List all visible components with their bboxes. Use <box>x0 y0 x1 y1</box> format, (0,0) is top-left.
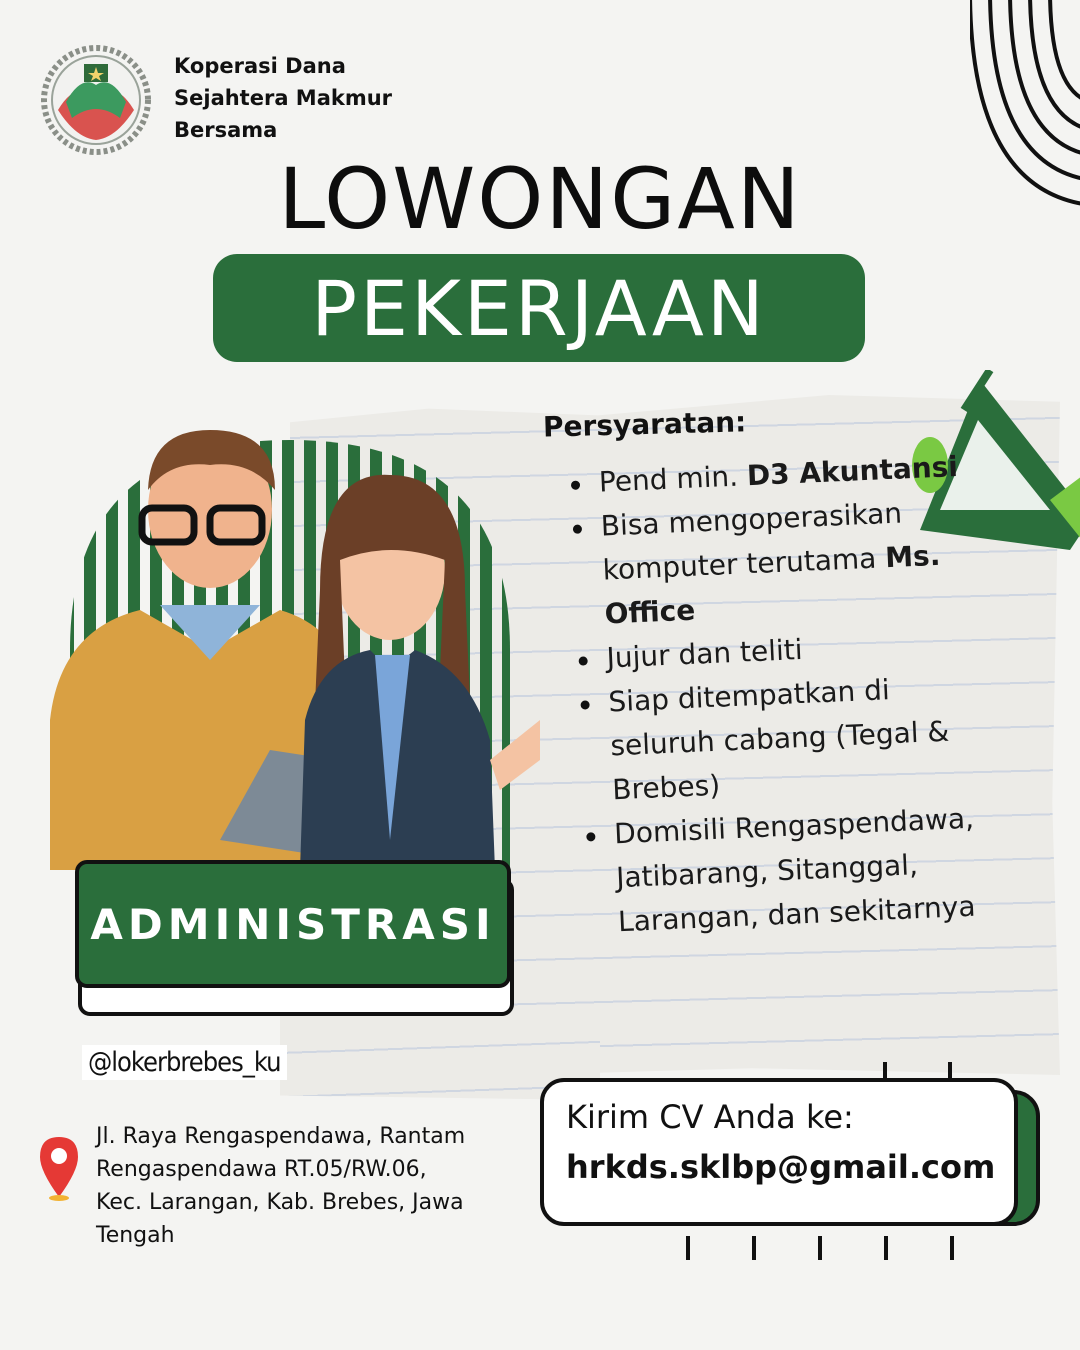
org-name-line: Bersama <box>174 118 278 142</box>
requirement-text: Siap ditempatkan di seluruh cabang (Tegal & Brebes) <box>607 673 950 807</box>
address-block <box>96 1120 526 1252</box>
requirement-bold: D3 Akuntansi <box>746 450 959 493</box>
requirement-bold: Ms. Office <box>603 538 942 631</box>
headline-banner <box>213 254 865 362</box>
org-name-line: Sejahtera Makmur <box>174 86 393 110</box>
address-line: Rengaspendawa RT.05/RW.06, <box>96 1157 427 1182</box>
requirement-text: Jujur dan teliti <box>605 632 804 675</box>
requirements-title: Persyaratan: <box>542 405 747 444</box>
org-name-line: Koperasi Dana <box>174 54 346 78</box>
list-item <box>570 489 975 638</box>
organization-name <box>174 50 474 146</box>
contact-label: Kirim CV Anda ke: <box>566 1098 854 1136</box>
address-line: Jl. Raya Rengaspendawa, Rantam <box>96 1124 466 1149</box>
headline-line1: LOWONGAN <box>278 150 802 248</box>
requirements-list <box>568 445 989 946</box>
address-line: Kec. Larangan, Kab. Brebes, Jawa <box>96 1190 464 1215</box>
cooperative-emblem-icon <box>36 40 156 160</box>
list-item <box>578 664 983 813</box>
requirement-text: Bisa mengoperasikan komputer terutama <box>600 496 903 587</box>
position-label: ADMINISTRASI <box>90 899 496 949</box>
requirement-text: Pend min. <box>598 459 748 499</box>
people-illustration <box>40 420 540 870</box>
location-pin-icon <box>38 1135 80 1201</box>
social-handle: @lokerbrebes_ku <box>82 1045 287 1080</box>
address-line: Tengah <box>96 1223 175 1248</box>
headline-line2: PEKERJAAN <box>311 263 767 353</box>
contact-email[interactable]: hrkds.sklbp@gmail.com <box>566 1148 996 1186</box>
position-banner <box>75 860 511 988</box>
requirement-text: Domisili Rengaspendawa, Jatibarang, Sitanggal, Larangan, dan sekitarnya <box>613 801 977 939</box>
decorative-ticks <box>660 1236 980 1260</box>
list-item <box>583 796 988 945</box>
